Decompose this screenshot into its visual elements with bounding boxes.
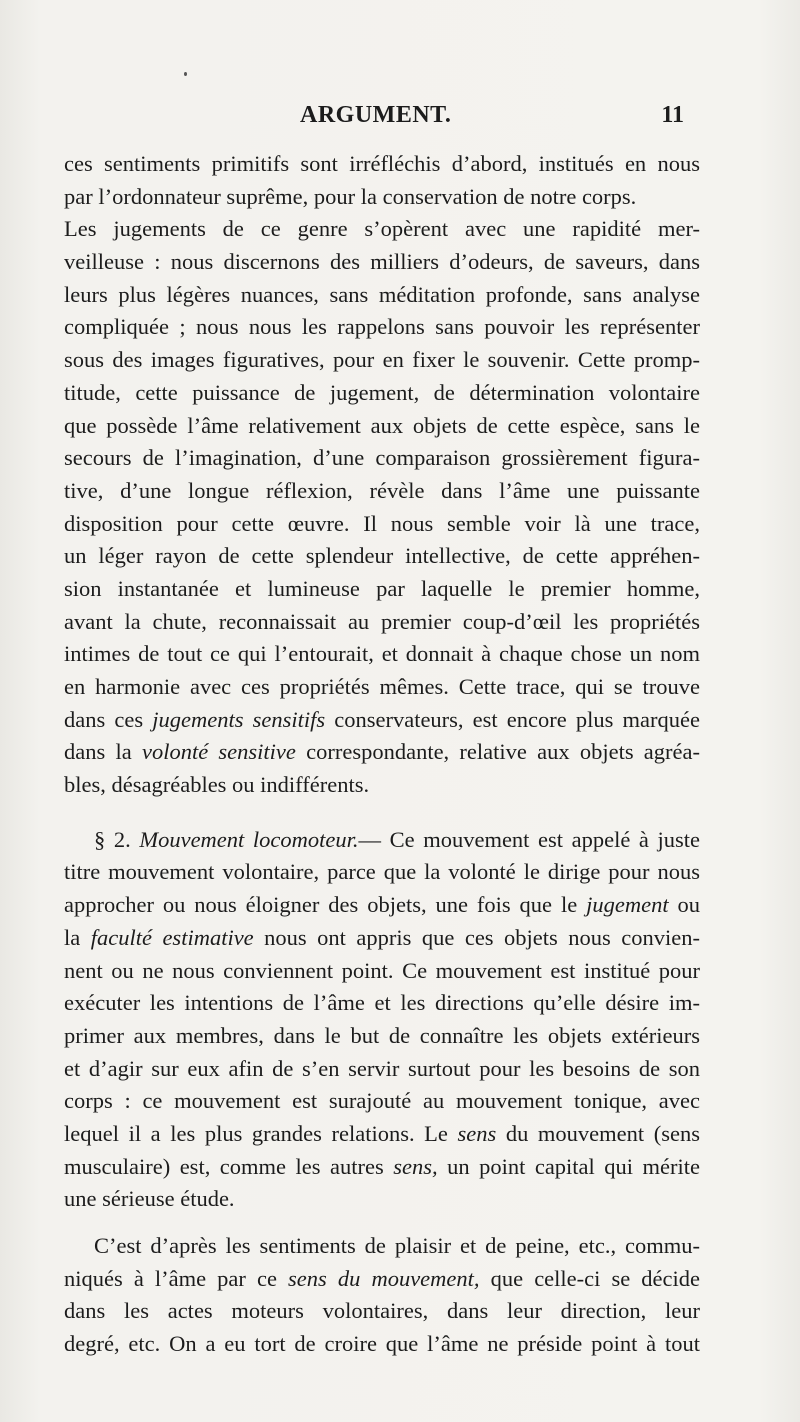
text-line: avant la chute, reconnaissait au premier coup-d’œil les propriétés — [64, 608, 700, 634]
page-number: 11 — [661, 102, 684, 128]
text-line — [64, 704, 700, 737]
text-line — [64, 922, 700, 955]
text-line — [64, 1151, 700, 1184]
text-line: degré, etc. On a eu tort de croire que l’âme ne préside point à tout — [64, 1331, 700, 1357]
em-dash: — — [358, 826, 382, 852]
text-run: conservateurs, est encore plus marquée — [325, 706, 700, 732]
text-line: dans les actes moteurs volontaires, dans leur direction, leur — [64, 1298, 700, 1324]
text-run: dans ces — [64, 706, 153, 732]
text-line: intimes de tout ce qui l’entourait, et donnait à chaque chose un nom — [64, 641, 700, 667]
text-line — [64, 1263, 700, 1296]
text-run: niqués à l’âme par ce — [64, 1265, 289, 1291]
text-line: leurs plus légères nuances, sans méditation profonde, sans analyse — [64, 281, 700, 307]
text-line: disposition pour cette œuvre. Il nous semble voir là une trace, — [64, 510, 700, 536]
text-line: sion instantanée et lumineuse par laquelle le premier homme, — [64, 575, 700, 601]
text-run: correspondante, relative aux objets agréa- — [295, 739, 700, 765]
text-line: compliquée ; nous nous les rappelons sans pouvoir les représenter — [64, 314, 700, 340]
italic-term: volonté sensitive — [141, 739, 296, 765]
text-line: titude, cette puissance de jugement, de détermination volontaire — [64, 379, 700, 405]
italic-term: sens du mouvement, — [288, 1265, 480, 1291]
italic-term: sens, — [393, 1153, 438, 1179]
page-title: ARGUMENT. — [300, 102, 452, 128]
text-line: bles, désagréables ou indifférents. — [64, 772, 370, 798]
running-head — [0, 102, 800, 138]
text-run: Ce mouvement est appelé à juste — [381, 826, 701, 852]
text-run: approcher ou nous éloigner des objets, une fois que le — [64, 892, 587, 918]
text-run: la — [64, 924, 91, 950]
text-line: une sérieuse étude. — [64, 1186, 235, 1212]
text-line: nent ou ne nous conviennent point. Ce mouvement est institué pour — [64, 957, 700, 983]
text-run: un point capital qui mérite — [437, 1153, 700, 1179]
text-run: ou — [668, 892, 701, 918]
text-line: primer aux membres, dans le but de connaître les objets extérieurs — [64, 1022, 700, 1048]
text-line — [64, 889, 700, 922]
text-line: tive, d’une longue réflexion, révèle dans l’âme une puissante — [64, 477, 700, 503]
text-line: par l’ordonnateur suprême, pour la conservation de notre corps. — [64, 183, 637, 209]
text-line: titre mouvement volontaire, parce que la volonté le dirige pour nous — [64, 859, 700, 885]
text-line: veilleuse : nous discernons des milliers d’odeurs, de saveurs, dans — [64, 249, 700, 275]
text-line — [64, 736, 700, 769]
text-line: corps : ce mouvement est surajouté au mouvement tonique, avec — [64, 1088, 700, 1114]
text-run: que celle-ci se décide — [479, 1265, 700, 1291]
italic-term: jugement — [586, 892, 669, 918]
text-run: nous ont appris que ces objets nous convien- — [253, 924, 700, 950]
section-marker: § 2. — [94, 826, 131, 852]
section-heading-line — [64, 824, 700, 857]
text-run: dans la — [64, 739, 142, 765]
ink-speck — [184, 72, 187, 76]
text-line: et d’agir sur eux afin de s’en servir surtout pour les besoins de son — [64, 1055, 700, 1081]
text-line: que possède l’âme relativement aux objets de cette espèce, sans le — [64, 412, 700, 438]
text-line: ces sentiments primitifs sont irréfléchis d’abord, institués en nous — [64, 151, 700, 176]
text-line: C’est d’après les sentiments de plaisir et de peine, etc., commu- — [94, 1233, 700, 1258]
text-line: secours de l’imagination, d’une comparaison grossièrement figura- — [64, 445, 700, 471]
body-text — [64, 148, 700, 1361]
italic-term: jugements sensitifs — [152, 706, 326, 732]
text-run: du mouvement (sens — [496, 1120, 700, 1146]
text-line: sous des images figuratives, pour en fixer le souvenir. Cette promp- — [64, 347, 700, 373]
italic-term: faculté estimative — [90, 924, 254, 950]
text-line: exécuter les intentions de l’âme et les directions qu’elle désire im- — [64, 990, 700, 1016]
text-run: lequel il a les plus grandes relations. Le — [64, 1120, 458, 1146]
text-run: musculaire) est, comme les autres — [64, 1153, 394, 1179]
section-heading: Mouvement locomoteur. — [139, 826, 359, 852]
text-line: Les jugements de ce genre s’opèrent avec une rapidité mer- — [64, 216, 700, 242]
italic-term: sens — [457, 1120, 497, 1146]
text-line — [64, 1118, 700, 1151]
text-line: un léger rayon de cette splendeur intellective, de cette appréhen- — [64, 543, 700, 569]
text-line: en harmonie avec ces propriétés mêmes. Cette trace, qui se trouve — [64, 674, 700, 699]
